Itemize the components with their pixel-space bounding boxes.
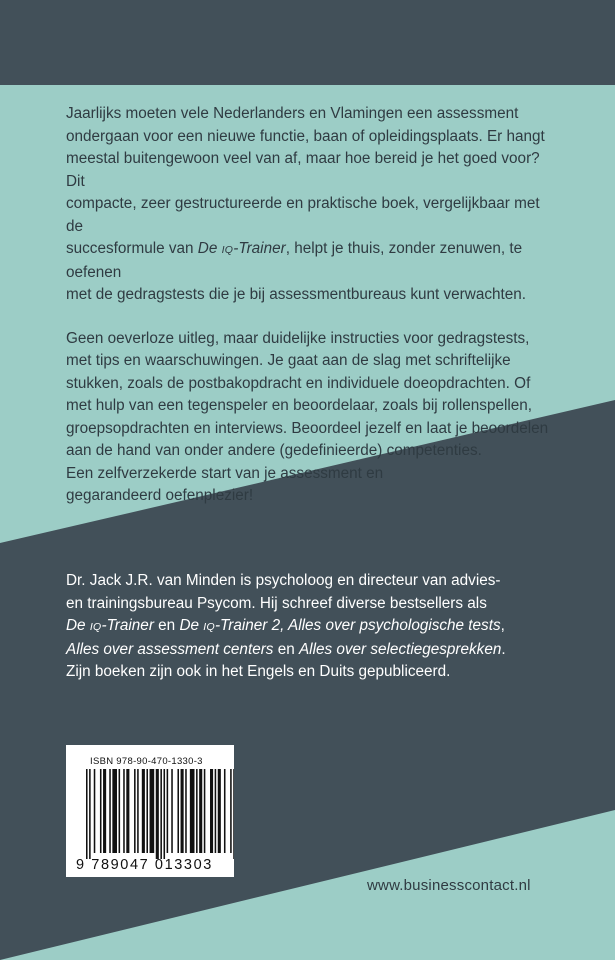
barcode-bar — [199, 769, 202, 853]
barcode-bar — [156, 769, 159, 859]
barcode-bar — [160, 769, 162, 859]
barcode-bar — [224, 769, 226, 853]
blurb-line: Jaarlijks moeten vele Nederlanders en Vlamingen een assessment — [66, 105, 519, 122]
barcode-bar — [230, 769, 232, 853]
blurb-line: groepsopdrachten en interviews. Beoordeel jezelf en laat je beoordelen — [66, 419, 549, 437]
barcode-bar — [126, 769, 129, 853]
book-title: De IQ-Trainer 2, Alles over psychologische tests — [179, 617, 501, 634]
isbn-label: ISBN 978-90-470-1330-3 — [90, 756, 203, 767]
barcode-bar — [204, 769, 206, 853]
blurb-line: meestal buitengewoon veel van af, maar hoe bereid je het goed voor? Dit — [66, 150, 540, 190]
barcode-bar — [94, 769, 96, 853]
barcode-bar — [109, 769, 111, 853]
barcode-bar — [171, 769, 173, 853]
blurb-line-text: succesformule van — [66, 240, 198, 257]
author-bio-text: Dr. Jack J.R. van Minden is psycholoog en directeur van advies- en trainingsbureau Psycom. Hij schreef diverse bestsellers als De IQ-Trainer en De IQ-Trainer 2, Alles over psychologische tests, Alles over assessment centers en Alles over selectiegesprekken. Zijn boeken zijn ook in het Engels en Duits gepubliceerd. — [66, 572, 506, 680]
barcode-bar — [146, 769, 148, 853]
barcode-bar — [134, 769, 136, 853]
barcode-bar — [86, 769, 88, 859]
book-title: De IQ-Trainer — [66, 617, 154, 634]
barcode-bar — [167, 769, 169, 853]
blurb-line: met tips en waarschuwingen. Je gaat aan de slag met schriftelijke — [66, 352, 511, 369]
blurb-line: met de gedragstests die je bij assessmentbureaus kunt verwachten. — [66, 286, 527, 303]
blurb-line: gegarandeerd oefenplezier! — [66, 487, 254, 504]
blurb — [66, 103, 556, 529]
blurb-line: stukken, zoals de postbakopdracht en individuele doeopdrachten. Of — [66, 374, 531, 392]
barcode-bar — [181, 769, 184, 853]
barcode-block — [66, 745, 234, 877]
barcode-bar — [142, 769, 145, 853]
barcode-bar — [218, 769, 221, 853]
isbn-digits: 9 789047 013303 — [76, 857, 213, 873]
blurb-paragraph-2 — [66, 328, 556, 508]
barcode-bar — [119, 769, 121, 853]
barcode-bar — [103, 769, 106, 853]
barcode-bar — [100, 769, 102, 853]
barcode-bar — [185, 769, 187, 853]
blurb-line: aan de hand van onder andere (gedefinieerde) competenties. — [66, 442, 482, 459]
barcode-bar — [215, 769, 217, 853]
blurb-line: ondergaan voor een nieuwe functie, baan of opleidingsplaats. Er hangt — [66, 127, 545, 145]
book-title: Alles over assessment centers — [66, 640, 274, 658]
blurb-line: Geen oeverloze uitleg, maar duidelijke instructies voor gedragstests, — [66, 329, 530, 347]
barcode-bar — [196, 769, 198, 853]
barcode-bar — [137, 769, 139, 853]
blurb-line-text: , helpt je thuis, zonder zenuwen, te oefenen — [66, 240, 523, 281]
barcode-bar — [150, 769, 155, 853]
barcode-bar — [123, 769, 125, 853]
blurb-line: Een zelfverzekerde start van je assessment en — [66, 464, 384, 482]
barcode-bar — [210, 769, 213, 853]
barcode-bar — [190, 769, 195, 853]
blurb-line: compacte, zeer gestructureerde en praktische boek, vergelijkbaar met de — [66, 195, 540, 235]
publisher-website: www.businesscontact.nl — [367, 877, 531, 894]
blurb-paragraph-1 — [66, 103, 556, 307]
blurb-line: met hulp van een tegenspeler en beoordelaar, zoals bij rollenspellen, — [66, 397, 533, 414]
barcode-bar — [89, 769, 91, 859]
barcode-bar — [177, 769, 179, 853]
dark-top-band — [0, 0, 615, 85]
barcode-bar — [164, 769, 166, 859]
author-bio — [66, 570, 566, 684]
barcode-bar — [233, 769, 234, 859]
barcode-bar — [112, 769, 117, 853]
book-title-iq-trainer: De IQ-Trainer — [197, 240, 286, 257]
book-title: Alles over selectiegesprekken — [298, 640, 502, 658]
